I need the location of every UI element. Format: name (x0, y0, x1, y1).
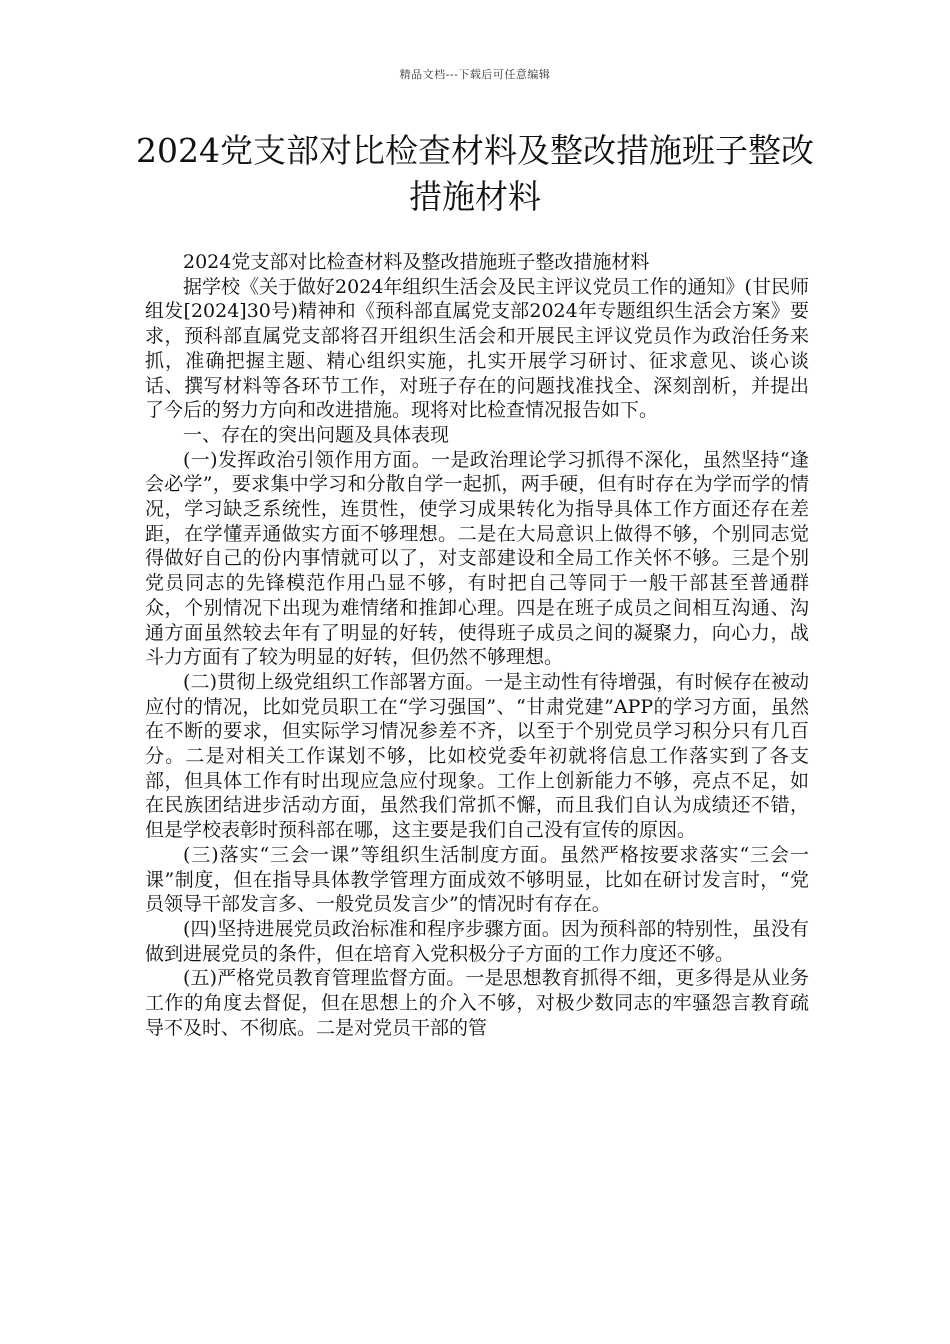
body-paragraph: (二)贯彻上级党组织工作部署方面。一是主动性有待增强，有时候存在被动应付的情况，比如党员职工在“学习强国”、“甘肃党建”APP的学习方面，虽然在不断的要求，但实际学习情况参差不齐，以至于个别党员学习积分只有几百分。二是对相关工作谋划不够，比如校党委年初就将信息工作落实到了各支部，但具体工作有时出现应急应付现象。工作上创新能力不够，亮点不足，如在民族团结进步活动方面，虽然我们常抓不懈，而且我们自认为成绩还不错，但是学校表彰时预科部在哪，这主要是我们自己没有宣传的原因。 (145, 670, 809, 842)
document-title: 2024党支部对比检查材料及整改措施班子整改措施材料 (136, 131, 814, 216)
document-body (145, 250, 809, 1041)
section-heading: 一、存在的突出问题及具体表现 (183, 423, 450, 446)
body-paragraph: (四)坚持进展党员政治标准和程序步骤方面。因为预科部的特别性，虽没有做到进展党员的条件，但在培育入党积极分子方面的工作力度还不够。 (145, 917, 809, 965)
body-paragraph: 据学校《关于做好2024年组织生活会及民主评议党员工作的通知》(甘民师组发[2024]30号)精神和《预科部直属党支部2024年专题组织生活会方案》要求，预科部直属党支部将召开组织生活会和开展民主评议党员作为政治任务来抓，准确把握主题、精心组织实施，扎实开展学习研讨、征求意见、谈心谈话、撰写材料等各环节工作，对班子存在的问题找准找全、深刻剖析，并提出了今后的努力方向和改进措施。现将对比检查情况报告如下。 (145, 275, 809, 422)
body-paragraph: (一)发挥政治引领作用方面。一是政治理论学习抓得不深化，虽然坚持“逢会必学”，要求集中学习和分散自学一起抓，两手硬，但有时存在为学而学的情况，学习缺乏系统性，连贯性，使学习成果转化为指导具体工作方面还存在差距，在学懂弄通做实方面不够理想。二是在大局意识上做得不够，个别同志觉得做好自己的份内事情就可以了，对支部建设和全局工作关怀不够。三是个别党员同志的先锋模范作用凸显不够，有时把自己等同于一般干部甚至普通群众，个别情况下出现为难情绪和推卸心理。四是在班子成员之间相互沟通、沟通方面虽然较去年有了明显的好转，使得班子成员之间的凝聚力，向心力，战斗力方面有了较为明显的好转，但仍然不够理想。 (145, 448, 809, 669)
page-header-note: 精品文档---下载后可任意编辑 (399, 68, 551, 81)
body-paragraph: 2024党支部对比检查材料及整改措施班子整改措施材料 (183, 251, 650, 273)
body-paragraph: (五)严格党员教育管理监督方面。一是思想教育抓得不细，更多得是从业务工作的角度去督促，但在思想上的介入不够，对极少数同志的牢骚怨言教育疏导不及时、不彻底。二是对党员干部的管 (145, 967, 809, 1039)
body-paragraph: (三)落实“三会一课”等组织生活制度方面。虽然严格按要求落实“三会一课”制度，但在指导具体教学管理方面成效不够明显，比如在研讨发言时，“党员领导干部发言多、一般党员发言少”的情况时有存在。 (145, 843, 809, 916)
